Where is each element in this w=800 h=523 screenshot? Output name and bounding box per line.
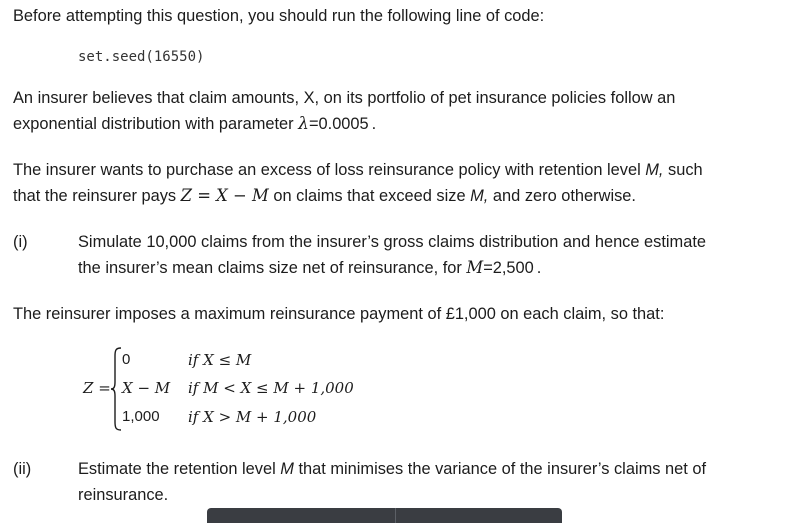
bottom-toolbar[interactable] [207,508,562,523]
para2-line2-prefix: that the reinsurer pays [13,187,181,205]
part-ii-label: (ii) [13,460,32,478]
code-snippet: set.seed(16550) [78,49,205,65]
para2-line2-mid: on claims that exceed size [268,187,471,205]
para3-text: The reinsurer imposes a maximum reinsurance payment of £1,000 on each claim, so that: [13,305,665,323]
part-i-var: M [466,258,484,277]
para2-line2 [13,186,636,206]
part-i-label: (i) [13,233,28,251]
para2-line2-var: M, [470,187,489,205]
part-ii-line2: reinsurance. [78,486,169,504]
case-1-value: 0 [122,351,131,368]
lambda-value: =0.0005 [308,115,369,133]
equation-lhs: Z = [83,379,111,397]
para2-line2-suffix: and zero otherwise. [488,187,636,205]
para2-formula: Z = X − M [180,186,269,205]
para2-line1-prefix: The insurer wants to purchase an excess of loss reinsurance policy with retention level [13,161,646,179]
left-brace-icon [110,346,122,432]
case-3-condition: if X > M + 1,000 [188,408,317,426]
part-ii-line1-suffix: that minimises the variance of the insurer’s claims net of [293,460,706,478]
para2-line1-var: M, [645,161,664,179]
para1-line2 [13,114,376,134]
para1-line2-suffix: . [371,115,377,133]
case-1-condition: if X ≤ M [188,351,252,369]
part-i-line1: Simulate 10,000 claims from the insurer’s gross claims distribution and hence estimate [78,233,706,251]
part-ii-line1 [78,456,706,482]
toolbar-divider [395,508,396,523]
part-i-line2 [78,255,541,281]
case-2-value: X − M [122,379,171,397]
para1-line1: An insurer believes that claim amounts, X, on its portfolio of pet insurance policies follow an [13,89,676,107]
lambda-symbol: λ [298,114,309,134]
para1-line2-prefix: exponential distribution with parameter [13,115,299,133]
intro-text: Before attempting this question, you should run the following line of code: [13,7,545,25]
part-i-suffix: . [536,259,542,277]
part-ii-line1-prefix: Estimate the retention level [78,460,281,478]
part-i-line2-prefix: the insurer’s mean claims size net of reinsurance, for [78,259,467,277]
part-i-value: =2,500 [483,259,534,277]
para2-line1-suffix: such [663,161,703,179]
part-ii-var: M [280,460,294,478]
para2-line1 [13,160,703,180]
case-2-condition: if M < X ≤ M + 1,000 [188,379,354,397]
case-3-value: 1,000 [122,408,160,425]
